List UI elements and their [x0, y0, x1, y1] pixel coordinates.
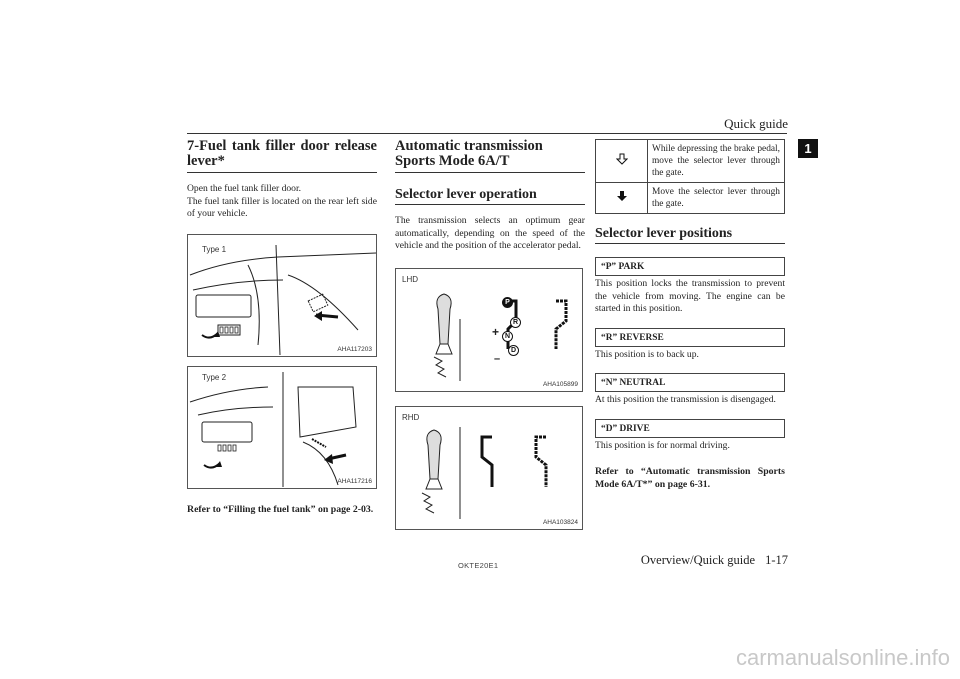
rhd-gate-diagram	[396, 407, 583, 530]
gate-letter-n: N	[502, 331, 513, 342]
fuel-reference: Refer to “Filling the fuel tank” on page 2-03.	[187, 503, 374, 515]
lhd-label: LHD	[402, 274, 419, 284]
watermark: carmanualsonline.info	[735, 645, 950, 670]
selector-operation-heading: Selector lever operation	[395, 187, 585, 205]
rhd-gate-figure	[395, 406, 583, 530]
gate-operation-table	[595, 139, 785, 214]
selector-positions-heading: Selector lever positions	[595, 226, 785, 244]
fuel-lever-figure-type2	[187, 366, 377, 489]
type2-label: Type 2	[202, 372, 227, 382]
solid-down-arrow-icon	[616, 190, 628, 202]
rhd-label: RHD	[402, 412, 420, 422]
position-reverse-box: “R” REVERSE	[595, 328, 785, 347]
position-reverse-desc: This position is to back up.	[595, 348, 699, 360]
page-number: 1-17	[765, 553, 788, 567]
gate-row-text: While depressing the brake pedal, move the selector lever through the gate.	[648, 140, 785, 183]
left-column	[187, 139, 377, 516]
right-column	[595, 139, 785, 491]
lhd-gate-diagram	[396, 269, 583, 392]
middle-column	[395, 139, 585, 530]
gate-row	[596, 183, 785, 214]
chapter-tab: 1	[798, 139, 818, 158]
footer-section: Overview/Quick guide	[640, 553, 756, 567]
lhd-gate-figure	[395, 268, 583, 392]
fuel-lever-illustration-2	[188, 367, 377, 489]
transmission-heading: Automatic transmission Sports Mode 6A/T	[395, 139, 585, 173]
fuel-door-heading: 7-Fuel tank filler door release lever*	[187, 139, 377, 173]
position-park-desc: This position locks the transmission to prevent the vehicle from moving. The engine can be started in this position.	[595, 278, 785, 315]
fuel-door-body-line-2: The fuel tank filler is located on the rear left side of your vehicle.	[187, 195, 377, 220]
fuel-door-body-line-1: Open the fuel tank filler door.	[187, 183, 302, 194]
running-header-title: Quick guide	[724, 116, 788, 131]
position-neutral-box: “N” NEUTRAL	[595, 373, 785, 392]
fuel-door-body	[187, 183, 377, 221]
fuel-lever-figure-type1	[187, 234, 377, 357]
gate-minus: –	[494, 352, 501, 365]
gate-letter-r: R	[510, 317, 521, 328]
position-park-box: “P” PARK	[595, 257, 785, 276]
gate-icon-cell	[596, 140, 648, 183]
transmission-reference: Refer to “Automatic transmission Sports Mode 6A/T*” on page 6-31.	[595, 465, 785, 490]
figure-code: AHA103824	[542, 518, 578, 526]
gate-letter-p: P	[502, 297, 513, 308]
gate-row	[596, 140, 785, 183]
type1-label: Type 1	[202, 244, 227, 254]
position-neutral-desc: At this position the transmission is disengaged.	[595, 394, 776, 406]
selector-operation-body: The transmission selects an optimum gear automatically, depending on the speed of the vehicle and the position of the accelerator pedal.	[395, 215, 585, 252]
gate-row-text: Move the selector lever through the gate.	[648, 183, 785, 214]
outline-down-arrow-icon	[616, 153, 628, 165]
gate-icon-cell	[596, 183, 648, 214]
page-footer	[641, 553, 788, 568]
figure-code: AHA105899	[542, 380, 578, 388]
position-drive-box: “D” DRIVE	[595, 419, 785, 438]
figure-code: AHA117216	[337, 477, 372, 485]
position-drive-desc: This position is for normal driving.	[595, 439, 730, 451]
gate-letter-d: D	[508, 345, 519, 356]
header-rule	[187, 133, 787, 134]
gate-plus: +	[492, 324, 500, 339]
document-code: OKTE20E1	[458, 561, 499, 570]
figure-code: AHA117203	[337, 345, 372, 353]
